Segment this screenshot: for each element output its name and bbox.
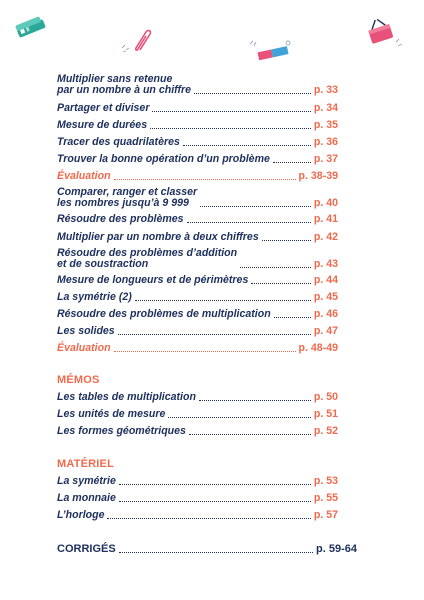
page-number: p. 42	[313, 231, 338, 243]
toc-entry[interactable]	[57, 187, 338, 209]
stapler-icon	[14, 14, 48, 42]
toc-entry-title: Tracer des quadrilatères	[57, 136, 180, 148]
toc-entry-title: Trouver la bonne opération d’un problème	[57, 153, 270, 165]
page-number: p. 37	[313, 153, 338, 165]
page-number: p. 52	[313, 425, 338, 437]
toc-entry-evaluation[interactable]	[57, 343, 338, 354]
toc-entry-corriges[interactable]	[57, 543, 357, 555]
leader-dots	[194, 93, 311, 94]
page-number: p. 33	[313, 84, 338, 96]
leader-dots	[119, 501, 311, 502]
toc-entry-title: La symétrie (2)	[57, 291, 132, 303]
toc-entry[interactable]	[57, 103, 338, 114]
page-number: p. 43	[313, 258, 338, 270]
toc-entry-title: Les solides	[57, 325, 115, 337]
toc-entry[interactable]	[57, 309, 338, 320]
leader-dots	[189, 434, 311, 435]
leader-dots	[150, 128, 311, 129]
page-number: p. 40	[313, 197, 338, 209]
page-number: p. 50	[313, 391, 338, 403]
leader-dots	[240, 267, 311, 268]
toc-entry-title: Résoudre des problèmes	[57, 213, 184, 225]
toc-entry[interactable]	[57, 120, 338, 131]
page-number: p. 59-64	[316, 543, 357, 555]
toc-entry-title: Multiplier par un nombre à deux chiffres	[57, 231, 259, 243]
page-number: p. 47	[313, 325, 338, 337]
page-number: p. 55	[313, 492, 338, 504]
toc-entry-title: Résoudre des problèmes d’addition et de soustraction	[57, 247, 238, 270]
leader-dots	[274, 317, 311, 318]
toc-entry-title: La symétrie	[57, 475, 116, 487]
toc-entry-title: Les formes géométriques	[57, 425, 186, 437]
page-number: p. 45	[313, 291, 338, 303]
page-number: p. 46	[313, 308, 338, 320]
page-number: p. 53	[313, 475, 338, 487]
corriges-title: CORRIGÉS	[57, 543, 116, 555]
section-heading-memos: MÉMOS	[57, 374, 100, 386]
leader-dots	[273, 162, 311, 163]
toc-entry[interactable]	[57, 493, 338, 504]
page-number: p. 48-49	[298, 342, 338, 354]
page-number: p. 36	[313, 136, 338, 148]
page-number: p. 51	[313, 408, 338, 420]
page-number: p. 34	[313, 102, 338, 114]
leader-dots	[107, 518, 310, 519]
page-number: p. 41	[313, 213, 338, 225]
toc-entry-title: Partager et diviser	[57, 102, 150, 114]
toc-entry[interactable]	[57, 292, 338, 303]
toc-entry[interactable]	[57, 275, 338, 286]
toc-entry-title: Évaluation	[57, 342, 111, 354]
toc-entry-evaluation[interactable]	[57, 171, 338, 182]
toc-entry-title: Les tables de multiplication	[57, 391, 196, 403]
toc-entry[interactable]	[57, 409, 338, 420]
leader-dots	[135, 300, 311, 301]
toc-entry-title: Évaluation	[57, 170, 111, 182]
leader-dots	[199, 400, 311, 401]
toc-entry-title: Les unités de mesure	[57, 408, 166, 420]
toc-entry-title: Résoudre des problèmes de multiplication	[57, 308, 271, 320]
leader-dots	[187, 222, 311, 223]
leader-dots	[118, 334, 311, 335]
eraser-icon	[244, 38, 302, 62]
page-number: p. 35	[313, 119, 338, 131]
leader-dots	[119, 552, 313, 553]
toc-entry[interactable]	[57, 248, 338, 270]
toc-entry-title: Comparer, ranger et classer les nombres jusqu’à 9 999	[57, 186, 198, 209]
paperclip-icon	[118, 28, 158, 54]
section-heading-materiel: MATÉRIEL	[57, 458, 115, 470]
leader-dots	[251, 283, 311, 284]
page-number: p. 44	[313, 274, 338, 286]
leader-dots	[262, 240, 311, 241]
toc-entry[interactable]	[57, 154, 338, 165]
leader-dots	[152, 111, 310, 112]
toc-entry[interactable]	[57, 326, 338, 337]
toc-entry[interactable]	[57, 476, 338, 487]
toc-entry[interactable]	[57, 137, 338, 148]
toc-entry[interactable]	[57, 426, 338, 437]
page-number: p. 38-39	[298, 170, 338, 182]
toc-entry-title: La monnaie	[57, 492, 116, 504]
toc-entry-title: Mesure de longueurs et de périmètres	[57, 274, 249, 286]
toc-entry[interactable]	[57, 214, 338, 225]
leader-dots	[168, 417, 311, 418]
toc-entry[interactable]	[57, 232, 338, 243]
page-number: p. 57	[313, 509, 338, 521]
leader-dots	[114, 179, 296, 180]
toc-entry[interactable]	[57, 392, 338, 403]
toc-entry-title: L’horloge	[57, 509, 105, 521]
toc-entry[interactable]	[57, 510, 338, 521]
leader-dots	[119, 484, 311, 485]
toc-entry-title: Multiplier sans retenue par un nombre à un chiffre	[57, 73, 192, 96]
leader-dots	[183, 145, 311, 146]
leader-dots	[114, 351, 296, 352]
toc-entry[interactable]	[57, 74, 338, 96]
binder-clip-icon	[366, 16, 406, 50]
toc-entry-title: Mesure de durées	[57, 119, 148, 131]
leader-dots	[200, 206, 311, 207]
